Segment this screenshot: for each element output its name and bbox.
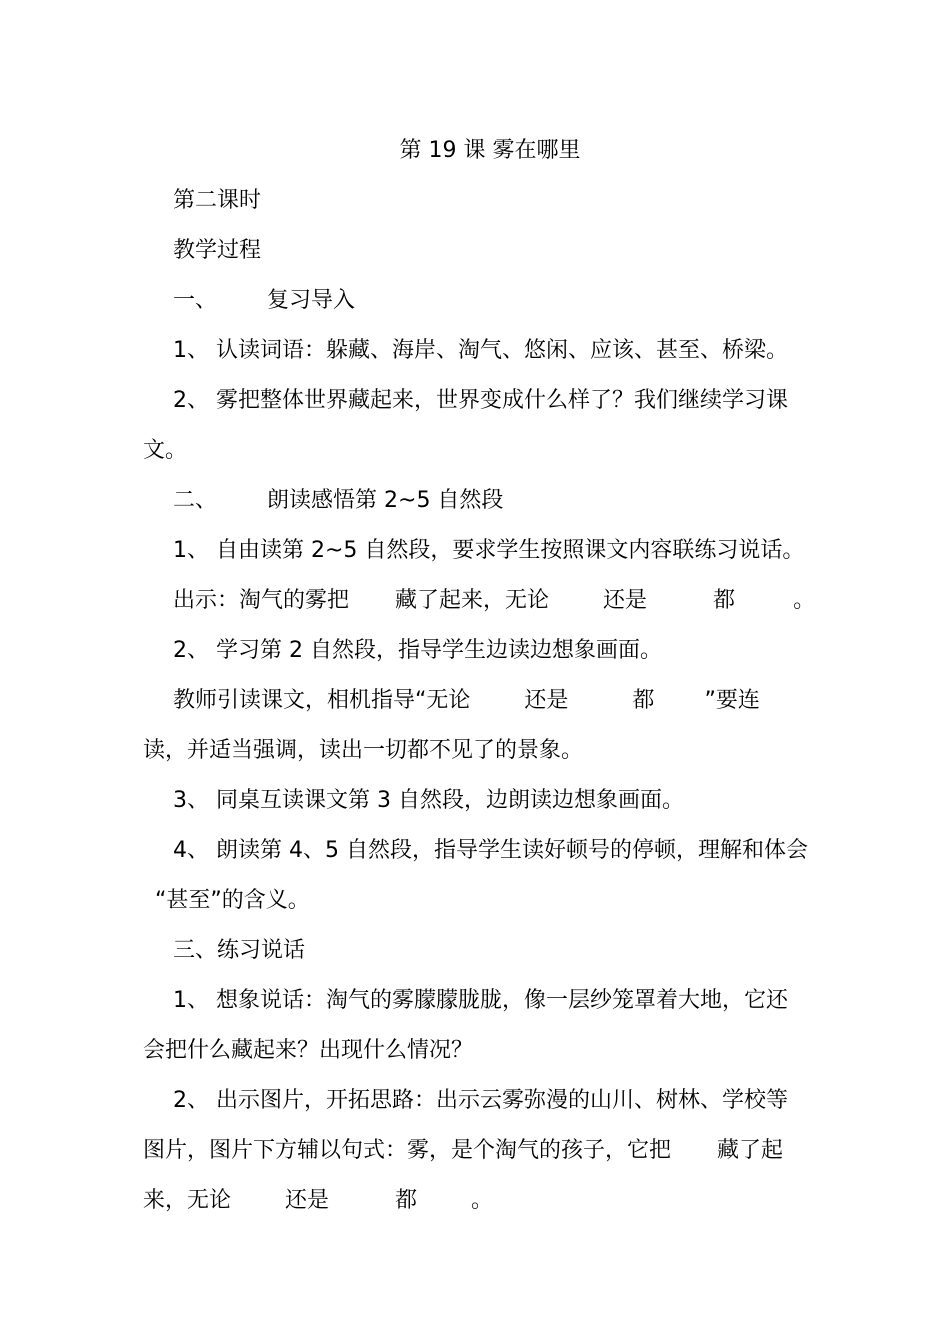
paragraph-line: 读，并适当强调，读出一切都不见了的景象。 — [143, 738, 584, 763]
sentence-part: 还是 — [603, 588, 648, 613]
sentence-part: 都 — [632, 688, 655, 713]
sentence-part: 来，无论 — [143, 1188, 232, 1213]
paragraph-line: 1、 认读词语：躲藏、海岸、淘气、悠闲、应该、甚至、桥梁。 — [173, 338, 788, 363]
sentence-part: 图片，图片下方辅以句式：雾，是个淘气的孩子，它把 — [143, 1138, 672, 1163]
heading-text: 朗读感悟第 2~5 自然段 — [267, 488, 504, 513]
paragraph-line: 2、 学习第 2 自然段，指导学生边读边想象画面。 — [173, 638, 662, 663]
fill-blank-sentence — [143, 1176, 808, 1226]
paragraph-line: 4、 朗读第 4、5 自然段，指导学生读好顿号的停顿，理解和体会 — [173, 838, 808, 863]
section-heading-speaking: 三、练习说话 — [173, 938, 306, 963]
paragraph-line: 3、 同桌互读课文第 3 自然段，边朗读边想象画面。 — [173, 788, 684, 813]
heading-number: 一、 — [173, 288, 218, 313]
paragraph-line: 2、 出示图片，开拓思路：出示云雾弥漫的山川、树林、学校等 — [173, 1088, 788, 1113]
sentence-part: 。 — [793, 588, 816, 613]
sentence-part: 出示：淘气的雾把 — [173, 588, 350, 613]
heading-number: 二、 — [173, 488, 218, 513]
sentence-part: 藏了起来，无论 — [395, 588, 550, 613]
section-heading-period: 第二课时 — [173, 188, 262, 213]
section-heading-process: 教学过程 — [173, 238, 262, 263]
lesson-title: 第 19 课 雾在哪里 — [399, 138, 581, 163]
sentence-part: 藏了起 — [717, 1138, 784, 1163]
heading-text: 复习导入 — [267, 288, 356, 313]
fill-blank-sentence — [143, 576, 816, 626]
sentence-part: 都 — [713, 588, 736, 613]
sentence-part: 。 — [471, 1188, 494, 1213]
paragraph-line: 2、 雾把整体世界藏起来，世界变成什么样了？我们继续学习课 — [173, 388, 788, 413]
sentence-part: 都 — [395, 1188, 418, 1213]
section-heading-review — [143, 276, 808, 326]
paragraph-line: 会把什么藏起来？出现什么情况？ — [143, 1038, 474, 1063]
sentence-part: 教师引读课文，相机指导“无论 — [173, 688, 471, 713]
fill-blank-sentence — [143, 1126, 808, 1176]
paragraph-line: 1、 想象说话：淘气的雾朦朦胧胧，像一层纱笼罩着大地，它还 — [173, 988, 788, 1013]
sentence-part: 还是 — [524, 688, 569, 713]
sentence-part: ”要连 — [704, 688, 760, 713]
paragraph-line: “甚至”的含义。 — [155, 888, 310, 913]
paragraph-line: 1、 自由读第 2~5 自然段，要求学生按照课文内容联练习说话。 — [173, 538, 805, 563]
paragraph-line: 文。 — [143, 438, 188, 463]
section-heading-reading — [143, 476, 808, 526]
fill-blank-sentence — [143, 676, 808, 726]
sentence-part: 还是 — [285, 1188, 330, 1213]
